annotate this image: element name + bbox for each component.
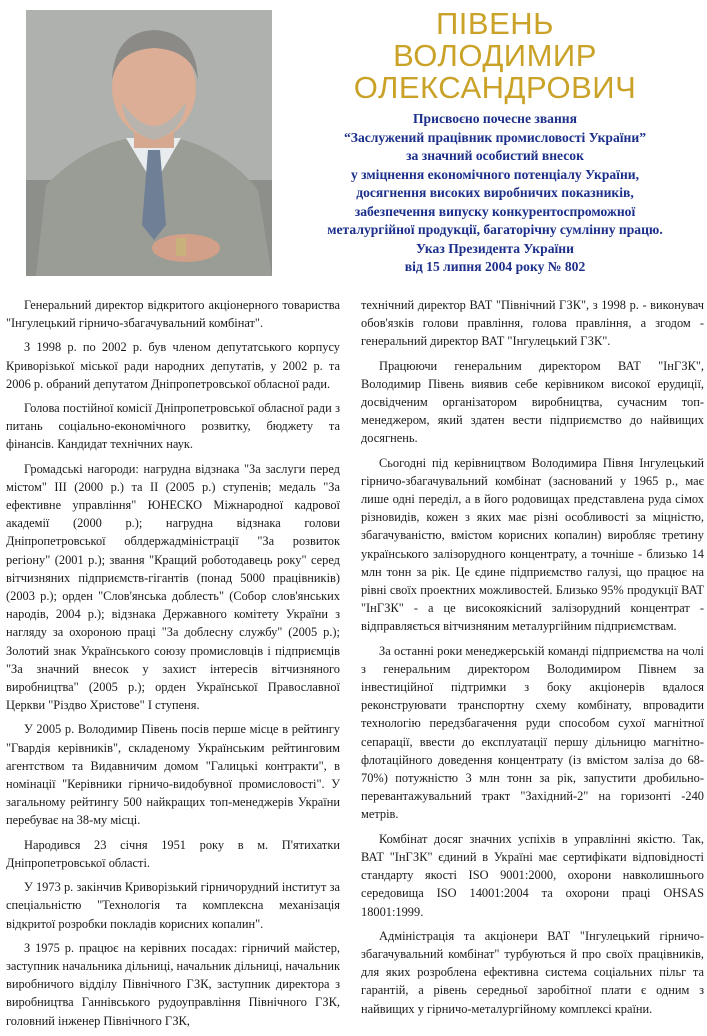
portrait-photo — [26, 10, 272, 276]
paragraph: Працюючи генеральним директором ВАТ "ІнГЗК", Володимир Півень виявив себе керівником високої ерудиції, досвідченим організатором виробництва, сучасним топ-менеджером, який здатен вести підприємство до найвищих досягнень. — [361, 358, 704, 446]
paragraph: Громадські нагороди: нагрудна відзнака "За заслуги перед містом" III (2000 р.) та II (2005 р.) ступенів; медаль "За ефективне управління" ЮНЕСКО Міжнародної кадрової академії (2000 р.); нагрудна відзнака голови Дніпропетровської облдержадміністрації "За розвиток регіону" (2001 р.); звання "Кращий роботодавець року" серед вітчизняних підприємств-гігантів (понад 5000 працівників) (2003 р.); орден "Слов'янська доблесть" (Собор слов'янських народів, 2004 р.); відзнака Державного комітету України з нагляду за охороною праці "За доблесну службу" (2005 р.); Золотий знак Українського союзу промисловців і підприємців "За значний внесок у захист інтересів вітчизняного виробництва" (2005 р.); орден Української Православної Церкви "Різдво Христове" I ступеня. — [6, 461, 340, 713]
left-text-column — [6, 296, 340, 1036]
award-line: досягнення високих виробничих показників, — [356, 185, 634, 200]
paragraph: Сьогодні під керівництвом Володимира Півня Інгулецький гірничо-збагачувальний комбінат (заснований у 1965 р., має лише одні переділ, а в його родовищах представлена руда сімох різновидів, кожен з яких має різні особливості за міцністю, збагачуваністю, вмістом корисних копалин) виробляє третину українського залізорудного концентрату, а точніше - близько 14 млн тонн за рік. Це єдине підприємство галузі, що працює на рівні своїх проектних можливостей. Близько 95% продукції ВАТ "ІнГЗК" - а це високоякісний залізорудний концентрат - відправляється вітчизняним металургійним підприємствам. — [361, 455, 704, 634]
award-line: забезпечення випуску конкурентоспроможної — [354, 203, 636, 219]
paragraph: Голова постійної комісії Дніпропетровської обласної ради з питань соціально-економічного розвитку, бюджету та фінансів. Кандидат технічних наук. — [6, 401, 340, 452]
award-text — [290, 110, 700, 277]
paragraph: Адміністрація та акціонери ВАТ "Інгулецький гірничо-збагачувальний комбінат" турбуються й про своїх працівників, для яких розроблена ефективна система соціальних пільг та гарантій, а рівень середньої заробітної плати є одним з найвищих у гірничо-металургійному комплексі країни. — [361, 928, 704, 1016]
paragraph: Народився 23 січня 1951 року в м. П'ятихатки Дніпропетровської області. — [6, 837, 340, 870]
right-text-column — [361, 296, 704, 1024]
portrait-illustration — [26, 10, 272, 276]
award-line: у зміцнення економічного потенціалу України, — [350, 166, 640, 182]
paragraph: У 1973 р. закінчив Криворізький гірничорудний інститут за спеціальністю "Технологія та комплексна механізація відкритої розробки покладів корисних копалин". — [6, 880, 340, 931]
name-line-surname: ПІВЕНЬ — [436, 6, 554, 41]
award-line: металургійної продукції, багаторічну сумлінну працю. — [327, 222, 663, 237]
paragraph: З 1998 р. по 2002 р. був членом депутатського корпусу Криворізької міської ради народних депутатів, у 2002 р. та 2006 р. обраний депутатом Дніпропетровської обласної ради. — [6, 340, 340, 391]
paragraph: З 1975 р. працює на керівних посадах: гірничий майстер, заступник начальника дільниці, начальник дільниці, начальник виробничого відділу Північного ГЗК, заступник директора з виробництва Ганнівського рудоуправління Північного ГЗК, головний інженер Північного ГЗК, — [6, 940, 340, 1028]
award-line: Указ Президента України — [416, 240, 574, 256]
award-line: “Заслужений працівник промисловості України” — [343, 129, 647, 145]
paragraph: технічний директор ВАТ "Північний ГЗК", з 1998 р. - виконувач обов'язків голови правління, голова правління, а згодом - генеральний директор ВАТ "Інгулецький ГЗК". — [361, 298, 704, 349]
paragraph: За останні роки менеджерській команді підприємства на чолі з генеральним директором Володимиром Півнем за інвестиційної підтримки з боку акціонерів вдалося реконструювати транспортну схему комбінату, впровадити технологію передзбагачення руди способом сухої магнітної сепарації, ввести до експлуатації першу дільницю магнітно-флотаційного доведення концентрату (із вмістом заліза до 68-70%) потужністю 3 млн тонн за рік, запустити дробильно-перевантажувальний тракт "Західний-2" на горизонті -240 метрів. — [361, 643, 704, 822]
award-line: Присвоєно почесне звання — [412, 111, 577, 126]
name-line-patronymic: ОЛЕКСАНДРОВИЧ — [353, 70, 637, 105]
person-name — [290, 8, 700, 104]
award-line: від 15 липня 2004 року № 802 — [404, 259, 586, 274]
paragraph: Генеральний директор відкритого акціонерного товариства "Інгулецький гірничо-збагачувальний комбінат". — [6, 298, 340, 331]
name-line-first-name: ВОЛОДИМИР — [393, 38, 597, 73]
paragraph: У 2005 р. Володимир Півень посів перше місце в рейтингу "Гвардія керівників", складеному Українським рейтинговим агентством та Видавничим домом "Галицькі контракти", в номінації "Керівники гірничо-видобувної промисловості". У загальному рейтингу 500 найкращих топ-менеджерів України перебуває на 38-му місці. — [6, 722, 340, 828]
award-line: за значний особистий внесок — [406, 148, 584, 163]
paragraph: Комбінат досяг значних успіхів в управлінні якістю. Так, ВАТ "ІнГЗК" єдиний в Україні має сертифікати відповідності стандарту якості ISO 9001:2000, охорони навколишнього середовища ISO 14001:2004 та охорони праці OHSAS 18001:1999. — [361, 831, 704, 919]
